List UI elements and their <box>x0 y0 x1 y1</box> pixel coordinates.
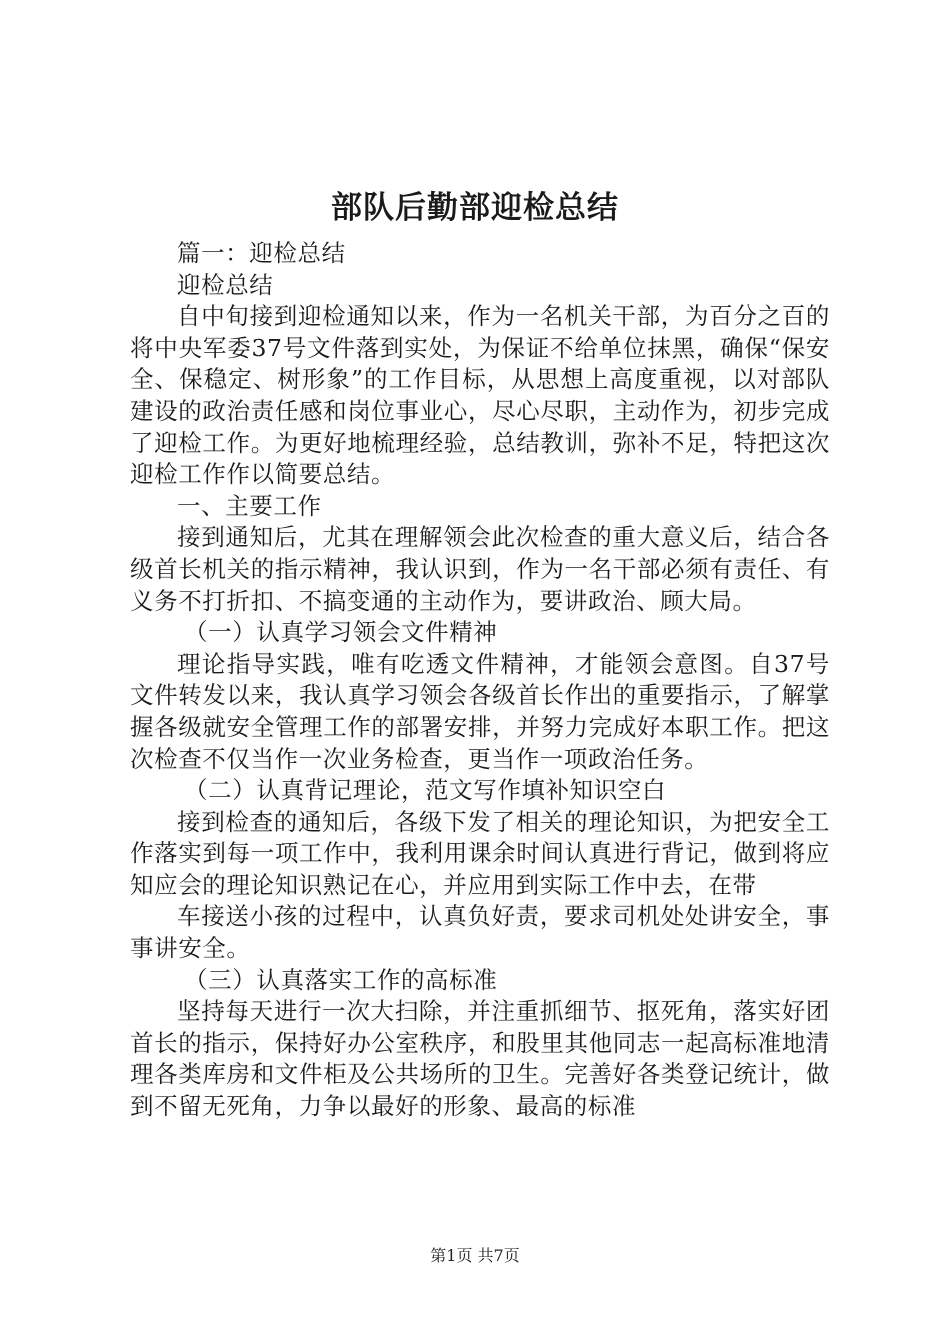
paragraph: 坚持每天进行一次大扫除，并注重抓细节、抠死角，落实好团首长的指示，保持好办公室秩序，和股里其他同志一起高标准地清理各类库房和文件柜及公共场所的卫生。完善好各类登记统计，做到不留无死角，力争以最好的形象、最高的标准 <box>130 997 830 1121</box>
document-body <box>130 238 830 1123</box>
paragraph: 接到通知后，尤其在理解领会此次检查的重大意义后，结合各级首长机关的指示精神，我认识到，作为一名干部必须有责任、有义务不打折扣、不搞变通的主动作为，要讲政治、顾大局。 <box>130 523 830 615</box>
subsection-heading: （二）认真背记理论，范文写作填补知识空白 <box>184 776 667 805</box>
page-footer: 第1页 共7页 <box>430 1246 520 1265</box>
paragraph: 接到检查的通知后，各级下发了相关的理论知识，为把安全工作落实到每一项工作中，我利用课余时间认真进行背记，做到将应知应会的理论知识熟记在心，并应用到实际工作中去，在带 <box>130 807 830 899</box>
section-heading: 篇一：迎检总结 <box>177 239 346 267</box>
document-title: 部队后勤部迎检总结 <box>331 190 619 226</box>
paragraph: 自中旬接到迎检通知以来，作为一名机关干部，为百分之百的将中央军委37号文件落到实处，为保证不给单位抹黑，确保“保安全、保稳定、树形象”的工作目标，从思想上高度重视，以对部队建设的政治责任感和岗位事业心，尽心尽职，主动作为，初步完成了迎检工作。为更好地梳理经验，总结教训，弥补不足，特把这次迎检工作作以简要总结。 <box>130 302 830 489</box>
section-heading: 一、主要工作 <box>177 491 322 520</box>
paragraph: 车接送小孩的过程中，认真负好责，要求司机处处讲安全，事事讲安全。 <box>130 902 830 963</box>
paragraph: 理论指导实践，唯有吃透文件精神，才能领会意图。自37号文件转发以来，我认真学习领会各级首长作出的重要指示，了解掌握各级就安全管理工作的部署安排，并努力完成好本职工作。把这次检查不仅当作一次业务检查，更当作一项政治任务。 <box>130 649 830 773</box>
subsection-heading: （一）认真学习领会文件精神 <box>184 618 498 647</box>
subtitle: 迎检总结 <box>177 270 274 299</box>
subsection-heading: （三）认真落实工作的高标准 <box>184 965 498 994</box>
